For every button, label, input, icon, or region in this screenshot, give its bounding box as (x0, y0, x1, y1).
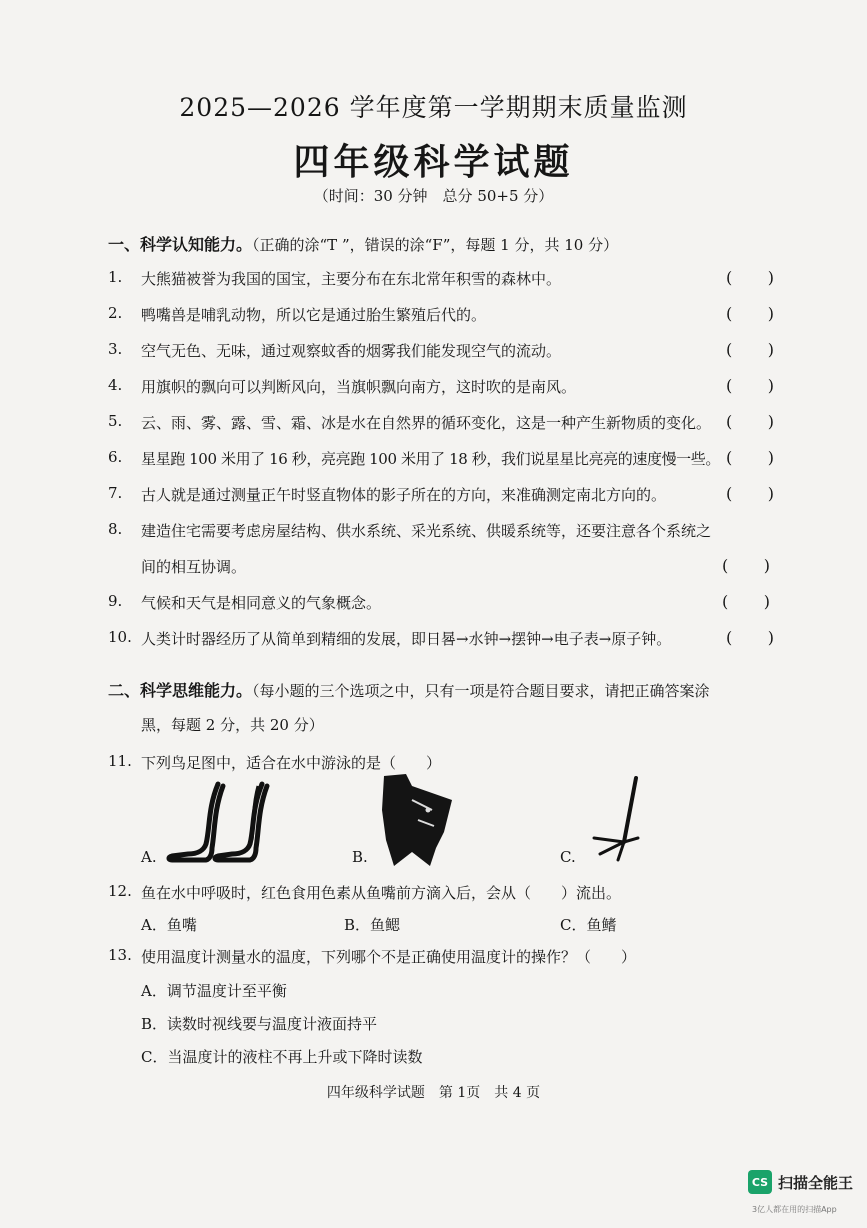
camscanner-logo-icon: CS (748, 1170, 772, 1194)
question-text: 鸭嘴兽是哺乳动物，所以它是通过胎生繁殖后代的。 (141, 306, 487, 324)
question-text: 云、雨、雾、露、雪、霜、冰是水在自然界的循环变化，这是一种产生新物质的变化。 (141, 414, 712, 432)
answer-parentheses[interactable]: ( ) (726, 448, 774, 467)
exam-period-title: 2025—2026 学年度第一学期期末质量监测 (179, 93, 688, 122)
question-number: 9. (108, 592, 123, 610)
option-b[interactable]: B．读数时视线要与温度计液面持平 (141, 1015, 378, 1033)
question-text: 星星跑 100 米用了 16 秒，亮亮跑 100 米用了 18 秒，我们说星星比亮亮的速度慢一些。 (141, 450, 720, 468)
section2-heading (108, 678, 710, 701)
option-b-label[interactable]: B. (352, 848, 368, 866)
bird-foot-a-image (160, 780, 280, 865)
answer-parentheses[interactable]: ( ) (726, 340, 774, 359)
question-text: 空气无色、无味，通过观察蚊香的烟雾我们能发现空气的流动。 (141, 342, 562, 360)
option-c[interactable]: C．鱼鳍 (560, 916, 617, 934)
answer-parentheses[interactable]: ( ) (726, 484, 774, 503)
question-number: 12. (108, 882, 132, 900)
question-text: 建造住宅需要考虑房屋结构、供水系统、采光系统、供暖系统等，还要注意各个系统之 (141, 522, 712, 540)
question-text: 气候和天气是相同意义的气象概念。 (141, 594, 382, 612)
question-text: 古人就是通过测量正午时竖直物体的影子所在的方向，来准确测定南北方向的。 (141, 486, 667, 504)
question-text: 使用温度计测量水的温度，下列哪个不是正确使用温度计的操作？（ ） (141, 948, 637, 966)
section2-title: 二、科学思维能力。 (108, 681, 253, 700)
scanner-app-name: 扫描全能王 (778, 1173, 854, 1192)
answer-parentheses[interactable]: ( ) (722, 556, 770, 575)
question-number: 11. (108, 752, 132, 770)
question-number: 8. (108, 520, 123, 538)
page-footer: 四年级科学试题 第 1页 共 4 页 (326, 1085, 541, 1101)
question-number: 4. (108, 376, 123, 394)
answer-parentheses[interactable]: ( ) (726, 304, 774, 323)
answer-parentheses[interactable]: ( ) (726, 268, 774, 287)
section2-note-continued: 黑，每题 2 分，共 20 分） (141, 716, 324, 734)
question-number: 5. (108, 412, 123, 430)
option-c[interactable]: C．当温度计的液柱不再上升或下降时读数 (141, 1048, 423, 1066)
question-text: 大熊猫被誉为我国的国宝，主要分布在东北常年积雪的森林中。 (141, 270, 562, 288)
section1-title: 一、科学认知能力。 (108, 235, 253, 254)
section2-note: （每小题的三个选项之中，只有一项是符合题目要求，请把正确答案涂 (252, 682, 710, 700)
answer-parentheses[interactable]: ( ) (726, 412, 774, 431)
answer-parentheses[interactable]: ( ) (726, 376, 774, 395)
answer-parentheses[interactable]: ( ) (726, 628, 774, 647)
option-a[interactable]: A．调节温度计至平衡 (141, 982, 287, 1000)
question-text: 鱼在水中呼吸时，红色食用色素从鱼嘴前方滴入后，会从（ ）流出。 (141, 884, 622, 902)
scanner-watermark (748, 1170, 853, 1194)
question-number: 3. (108, 340, 123, 358)
exam-time-score: （时间：30 分钟 总分 50+5 分） (313, 187, 554, 205)
question-number: 6. (108, 448, 123, 466)
question-number: 1. (108, 268, 123, 286)
section1-note: （正确的涂“T ”，错误的涂“F”，每题 1 分，共 10 分） (252, 236, 619, 254)
question-number: 10. (108, 628, 132, 646)
answer-parentheses[interactable]: ( ) (722, 592, 770, 611)
question-text: 下列鸟足图中，适合在水中游泳的是（ ） (141, 754, 442, 772)
option-c-label[interactable]: C. (560, 848, 576, 866)
question-number: 13. (108, 946, 132, 964)
section1-heading (108, 232, 618, 255)
bird-foot-c-image (588, 776, 648, 866)
question-text-continued: 间的相互协调。 (141, 558, 247, 576)
question-number: 7. (108, 484, 123, 502)
question-text: 用旗帜的飘向可以判断风向，当旗帜飘向南方，这时吹的是南风。 (141, 378, 577, 396)
exam-title: 四年级科学试题 (293, 141, 574, 183)
bird-foot-b-image (372, 770, 462, 870)
option-a[interactable]: A．鱼嘴 (141, 916, 197, 934)
scanner-tagline: 3亿人都在用的扫描App (752, 1205, 837, 1214)
question-text: 人类计时器经历了从简单到精细的发展，即日晷→水钟→摆钟→电子表→原子钟。 (141, 630, 672, 648)
question-number: 2. (108, 304, 123, 322)
option-b[interactable]: B．鱼鳃 (344, 916, 401, 934)
option-a-label[interactable]: A. (141, 848, 157, 866)
